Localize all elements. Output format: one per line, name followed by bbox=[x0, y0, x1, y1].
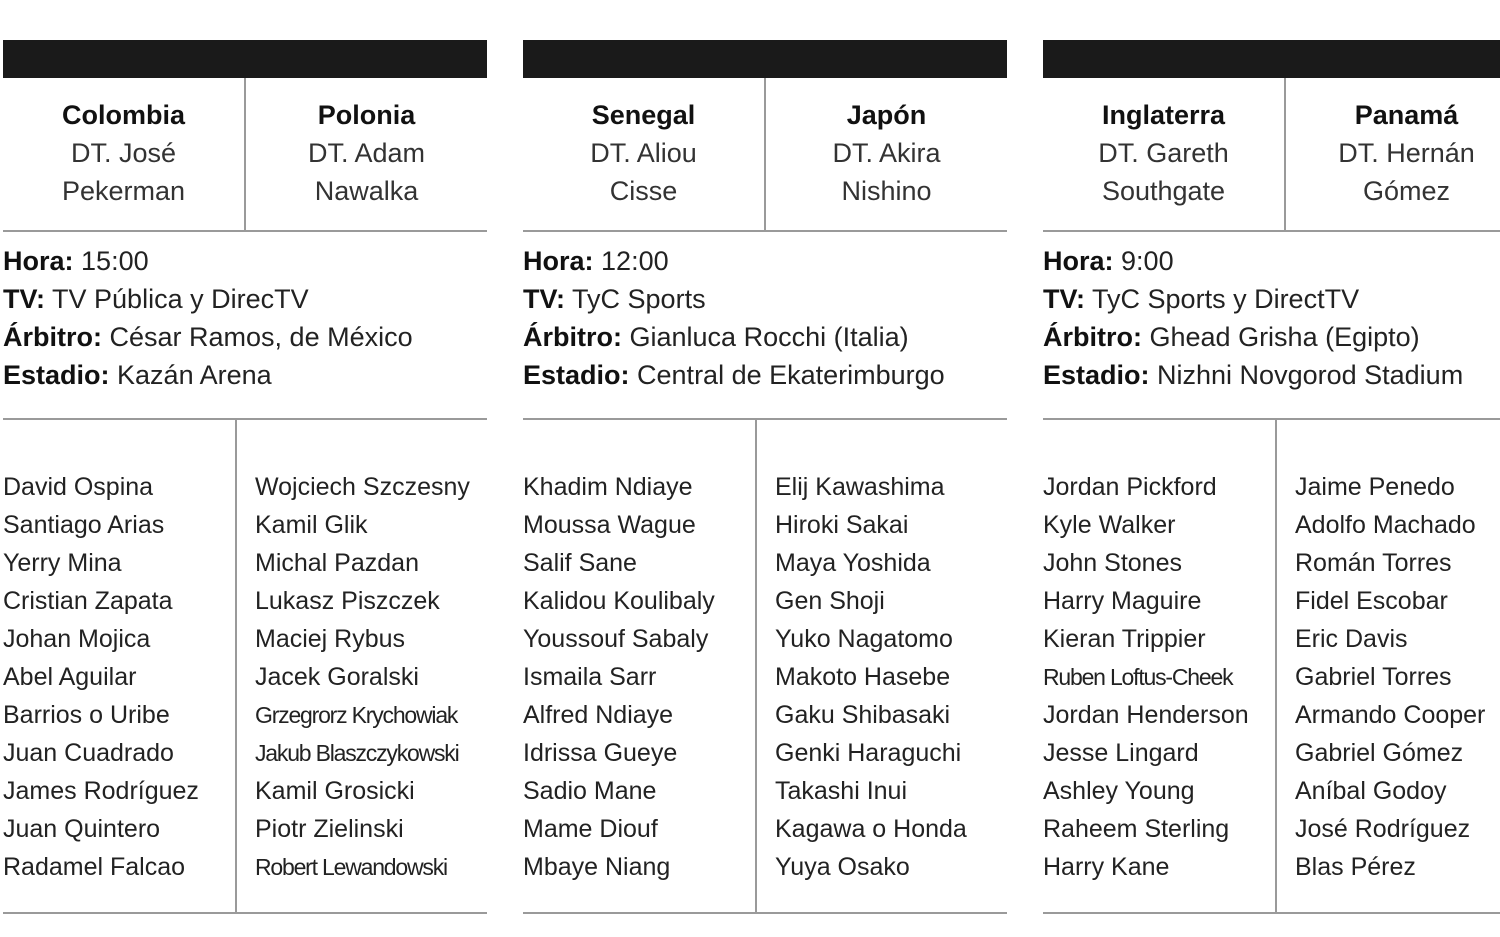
player-name: Robert Lewandowski bbox=[255, 854, 447, 880]
lineup-home-players bbox=[523, 420, 755, 912]
lineup-home-players bbox=[1043, 420, 1275, 912]
match-header-bar bbox=[523, 40, 1007, 78]
player-name: Harry Maguire bbox=[1043, 587, 1202, 615]
team-home bbox=[1043, 78, 1284, 230]
team-name: Panamá bbox=[1354, 100, 1459, 130]
player-name: Yuya Osako bbox=[775, 853, 910, 881]
stadium-value: Kazán Arena bbox=[117, 360, 272, 390]
stadium-label: Estadio: bbox=[1043, 360, 1150, 390]
player-name: Cristian Zapata bbox=[3, 587, 173, 615]
player-name: Gabriel Torres bbox=[1295, 663, 1452, 691]
player-name: Jacek Goralski bbox=[255, 663, 419, 691]
teams-row bbox=[1043, 78, 1500, 232]
kickoff-time bbox=[1043, 242, 1500, 280]
lineup-away-players bbox=[1275, 420, 1500, 912]
team-away bbox=[1284, 78, 1500, 230]
match-header-bar bbox=[1043, 40, 1500, 78]
player-name: Kamil Grosicki bbox=[255, 777, 415, 805]
match-info bbox=[523, 232, 1007, 420]
player-name: Alfred Ndiaye bbox=[523, 701, 674, 729]
player-name: Yuko Nagatomo bbox=[775, 625, 953, 653]
lineups bbox=[1043, 420, 1500, 914]
player-name: Moussa Wague bbox=[523, 511, 696, 539]
referee-label: Árbitro: bbox=[3, 322, 102, 352]
stadium-label: Estadio: bbox=[3, 360, 110, 390]
player-name: Raheem Sterling bbox=[1043, 815, 1230, 843]
stadium bbox=[1043, 356, 1500, 394]
match-card bbox=[523, 40, 1007, 914]
player-name: Harry Kane bbox=[1043, 853, 1170, 881]
stadium bbox=[3, 356, 487, 394]
player-name: Genki Haraguchi bbox=[775, 739, 962, 767]
kickoff-time bbox=[523, 242, 1007, 280]
player-name: Lukasz Piszczek bbox=[255, 587, 440, 615]
player-name: Piotr Zielinski bbox=[255, 815, 404, 843]
tv-broadcast-label: TV: bbox=[3, 284, 46, 314]
player-name: Gabriel Gómez bbox=[1295, 739, 1464, 767]
player-name: Maya Yoshida bbox=[775, 549, 931, 577]
match-header-bar bbox=[3, 40, 487, 78]
team-coach: DT. José Pekerman bbox=[61, 138, 186, 206]
player-name: Ruben Loftus-Cheek bbox=[1043, 664, 1233, 690]
stadium-value: Central de Ekaterimburgo bbox=[637, 360, 945, 390]
referee-label: Árbitro: bbox=[1043, 322, 1142, 352]
player-name: Johan Mojica bbox=[3, 625, 151, 653]
team-coach: DT. Akira Nishino bbox=[832, 138, 941, 206]
player-name: Kagawa o Honda bbox=[775, 815, 967, 843]
referee bbox=[3, 318, 487, 356]
player-name: Radamel Falcao bbox=[3, 853, 186, 881]
player-name: Ashley Young bbox=[1043, 777, 1195, 805]
teams-row bbox=[3, 78, 487, 232]
referee-value: Ghead Grisha (Egipto) bbox=[1149, 322, 1420, 352]
team-coach: DT. Adam Nawalka bbox=[307, 138, 426, 206]
player-name: Mame Diouf bbox=[523, 815, 658, 843]
player-name: Blas Pérez bbox=[1295, 853, 1416, 881]
tv-broadcast-label: TV: bbox=[523, 284, 566, 314]
player-name: Mbaye Niang bbox=[523, 853, 671, 881]
tv-broadcast bbox=[523, 280, 1007, 318]
player-name: Kamil Glik bbox=[255, 511, 368, 539]
lineup-away-players bbox=[755, 420, 1007, 912]
team-name: Polonia bbox=[317, 100, 416, 130]
team-coach: DT. Aliou Cisse bbox=[590, 138, 697, 206]
team-coach: DT. Hernán Gómez bbox=[1338, 138, 1475, 206]
player-name: Makoto Hasebe bbox=[775, 663, 951, 691]
team-home bbox=[523, 78, 764, 230]
team-name: Japón bbox=[846, 100, 927, 130]
match-card bbox=[3, 40, 487, 914]
player-name: Youssouf Sabaly bbox=[523, 625, 709, 653]
player-name: Eric Davis bbox=[1295, 625, 1408, 653]
player-name: Fidel Escobar bbox=[1295, 587, 1448, 615]
team-coach: DT. Gareth Southgate bbox=[1098, 138, 1229, 206]
player-name: Salif Sane bbox=[523, 549, 637, 577]
player-name: Juan Quintero bbox=[3, 815, 161, 843]
team-away bbox=[244, 78, 487, 230]
kickoff-time-label: Hora: bbox=[523, 246, 594, 276]
stadium-label: Estadio: bbox=[523, 360, 630, 390]
player-name: Juan Cuadrado bbox=[3, 739, 174, 767]
tv-broadcast-label: TV: bbox=[1043, 284, 1086, 314]
lineup-home-players bbox=[3, 420, 235, 912]
player-name: David Ospina bbox=[3, 473, 154, 501]
player-name: Maciej Rybus bbox=[255, 625, 406, 653]
referee-label: Árbitro: bbox=[523, 322, 622, 352]
player-name: Khadim Ndiaye bbox=[523, 473, 693, 501]
player-name: Santiago Arias bbox=[3, 511, 165, 539]
lineups bbox=[3, 420, 487, 914]
player-name: Adolfo Machado bbox=[1295, 511, 1476, 539]
lineup-away-players bbox=[235, 420, 487, 912]
referee bbox=[523, 318, 1007, 356]
player-name: Kalidou Koulibaly bbox=[523, 587, 715, 615]
kickoff-time-label: Hora: bbox=[1043, 246, 1114, 276]
player-name: Grzegrorz Krychowiak bbox=[255, 702, 458, 728]
player-name: Jordan Pickford bbox=[1043, 473, 1217, 501]
player-name: Idrissa Gueye bbox=[523, 739, 678, 767]
tv-broadcast-value: TyC Sports bbox=[572, 284, 706, 314]
teams-row bbox=[523, 78, 1007, 232]
player-name: Ismaila Sarr bbox=[523, 663, 657, 691]
player-name: Sadio Mane bbox=[523, 777, 657, 805]
player-name: Barrios o Uribe bbox=[3, 701, 170, 729]
player-name: Jesse Lingard bbox=[1043, 739, 1199, 767]
team-home bbox=[3, 78, 244, 230]
player-name: Hiroki Sakai bbox=[775, 511, 909, 539]
lineups bbox=[523, 420, 1007, 914]
tv-broadcast-value: TyC Sports y DirectTV bbox=[1092, 284, 1360, 314]
stadium-value: Nizhni Novgorod Stadium bbox=[1157, 360, 1464, 390]
player-name: Jakub Blaszczykowski bbox=[255, 740, 459, 766]
kickoff-time-value: 9:00 bbox=[1121, 246, 1174, 276]
player-name: Román Torres bbox=[1295, 549, 1452, 577]
team-name: Senegal bbox=[591, 100, 696, 130]
match-info bbox=[1043, 232, 1500, 420]
team-name: Inglaterra bbox=[1101, 100, 1226, 130]
kickoff-time-label: Hora: bbox=[3, 246, 74, 276]
player-name: Gaku Shibasaki bbox=[775, 701, 951, 729]
tv-broadcast bbox=[3, 280, 487, 318]
player-name: José Rodríguez bbox=[1295, 815, 1471, 843]
player-name: Takashi Inui bbox=[775, 777, 908, 805]
referee bbox=[1043, 318, 1500, 356]
stadium bbox=[523, 356, 1007, 394]
tv-broadcast bbox=[1043, 280, 1500, 318]
player-name: Gen Shoji bbox=[775, 587, 885, 615]
team-away bbox=[764, 78, 1007, 230]
kickoff-time-value: 15:00 bbox=[81, 246, 149, 276]
player-name: Elij Kawashima bbox=[775, 473, 945, 501]
player-name: Yerry Mina bbox=[3, 549, 122, 577]
player-name: Abel Aguilar bbox=[3, 663, 137, 691]
referee-value: Gianluca Rocchi (Italia) bbox=[629, 322, 909, 352]
player-name: Kieran Trippier bbox=[1043, 625, 1206, 653]
player-name: Jordan Henderson bbox=[1043, 701, 1249, 729]
player-name: Michal Pazdan bbox=[255, 549, 419, 577]
team-name: Colombia bbox=[61, 100, 185, 130]
player-name: Kyle Walker bbox=[1043, 511, 1176, 539]
kickoff-time bbox=[3, 242, 487, 280]
referee-value: César Ramos, de México bbox=[109, 322, 413, 352]
player-name: John Stones bbox=[1043, 549, 1182, 577]
player-name: James Rodríguez bbox=[3, 777, 199, 805]
match-card bbox=[1043, 40, 1500, 914]
player-name: Wojciech Szczesny bbox=[255, 473, 470, 501]
match-info bbox=[3, 232, 487, 420]
kickoff-time-value: 12:00 bbox=[601, 246, 669, 276]
player-name: Aníbal Godoy bbox=[1295, 777, 1447, 805]
tv-broadcast-value: TV Pública y DirecTV bbox=[52, 284, 309, 314]
player-name: Armando Cooper bbox=[1295, 701, 1486, 729]
player-name: Jaime Penedo bbox=[1295, 473, 1455, 501]
